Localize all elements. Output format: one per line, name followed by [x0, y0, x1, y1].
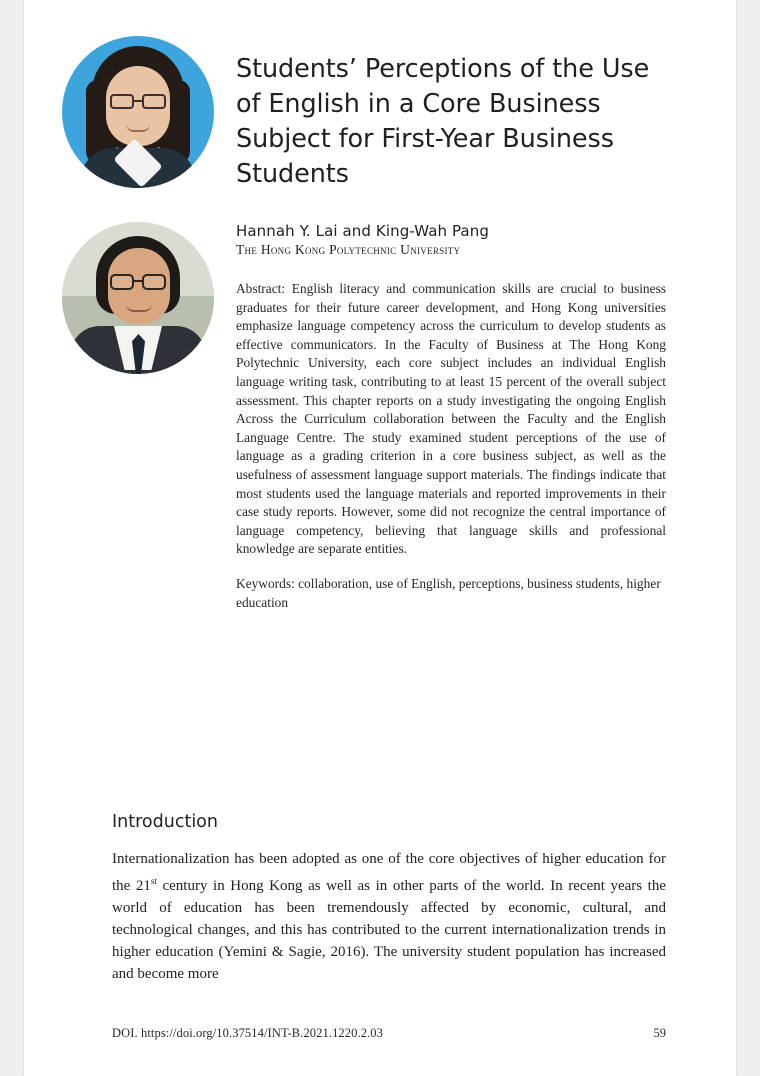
portrait-smile-shape	[126, 304, 152, 312]
keywords-line: Keywords: collaboration, use of English, perceptions, business students, higher education	[236, 575, 661, 610]
portrait-glasses-right-shape	[142, 94, 166, 109]
page-number: 59	[653, 1026, 666, 1040]
portrait-glasses-left-shape	[110, 94, 134, 109]
portrait-glasses-left-shape	[110, 274, 134, 290]
page-title: Students’ Perceptions of the Use of English in a Core Business Subject for First-Year Business Students	[236, 54, 650, 189]
intro-text-part-1: Internationalization has been adopted as one of the core objectives of higher education for the 21	[112, 851, 666, 894]
intro-ordinal-superscript: st	[150, 876, 157, 886]
author-affiliation: The Hong Kong Polytechnic University	[236, 242, 461, 257]
author-names: Hannah Y. Lai and King-Wah Pang	[236, 222, 489, 240]
doi-link[interactable]: DOI. https://doi.org/10.37514/INT-B.2021.1220.2.03	[112, 1026, 383, 1040]
introduction-paragraph	[112, 848, 666, 985]
paper-page	[24, 0, 736, 1076]
author-portrait-king-wah-pang	[62, 222, 214, 374]
author-portrait-hannah-lai	[62, 36, 214, 188]
section-heading-introduction: Introduction	[112, 812, 218, 832]
intro-text-part-2: century in Hong Kong as well as in other parts of the world. In recent years the world of education has been tremendously affected by economic, cultural, and technological changes, and this has contributed to the current internationalization trends in higher education (Yemini & Sagie, 2016). The university student population has increased and become more	[112, 878, 666, 982]
abstract-paragraph: Abstract: English literacy and communication skills are crucial to business graduates for their future career development, and Hong Kong universities emphasize language competency across the curriculum to develop students as effective communicators. In the Faculty of Business at The Hong Kong Polytechnic University, each core subject includes an individual English language writing task, contributing to at least 15 percent of the overall subject assessment. This chapter reports on a study investigating the ongoing English Across the Curriculum collaboration between the Faculty and the English Language Centre. The study examined student perceptions of the use of language as a grading criterion in a core business subject, as well as the usefulness of assessment language support materials. The findings indicate that most students used the language materials and reported improvements in their case study reports. However, some did not recognize the central importance of language competency, believing that language skills and professional knowledge are separate entities.	[236, 281, 666, 557]
introduction-section	[112, 812, 666, 985]
article-header-column	[236, 52, 666, 612]
portrait-glasses-bridge-shape	[134, 280, 142, 282]
portrait-glasses-right-shape	[142, 274, 166, 290]
portrait-glasses-bridge-shape	[134, 100, 142, 102]
page-footer	[112, 1026, 666, 1041]
